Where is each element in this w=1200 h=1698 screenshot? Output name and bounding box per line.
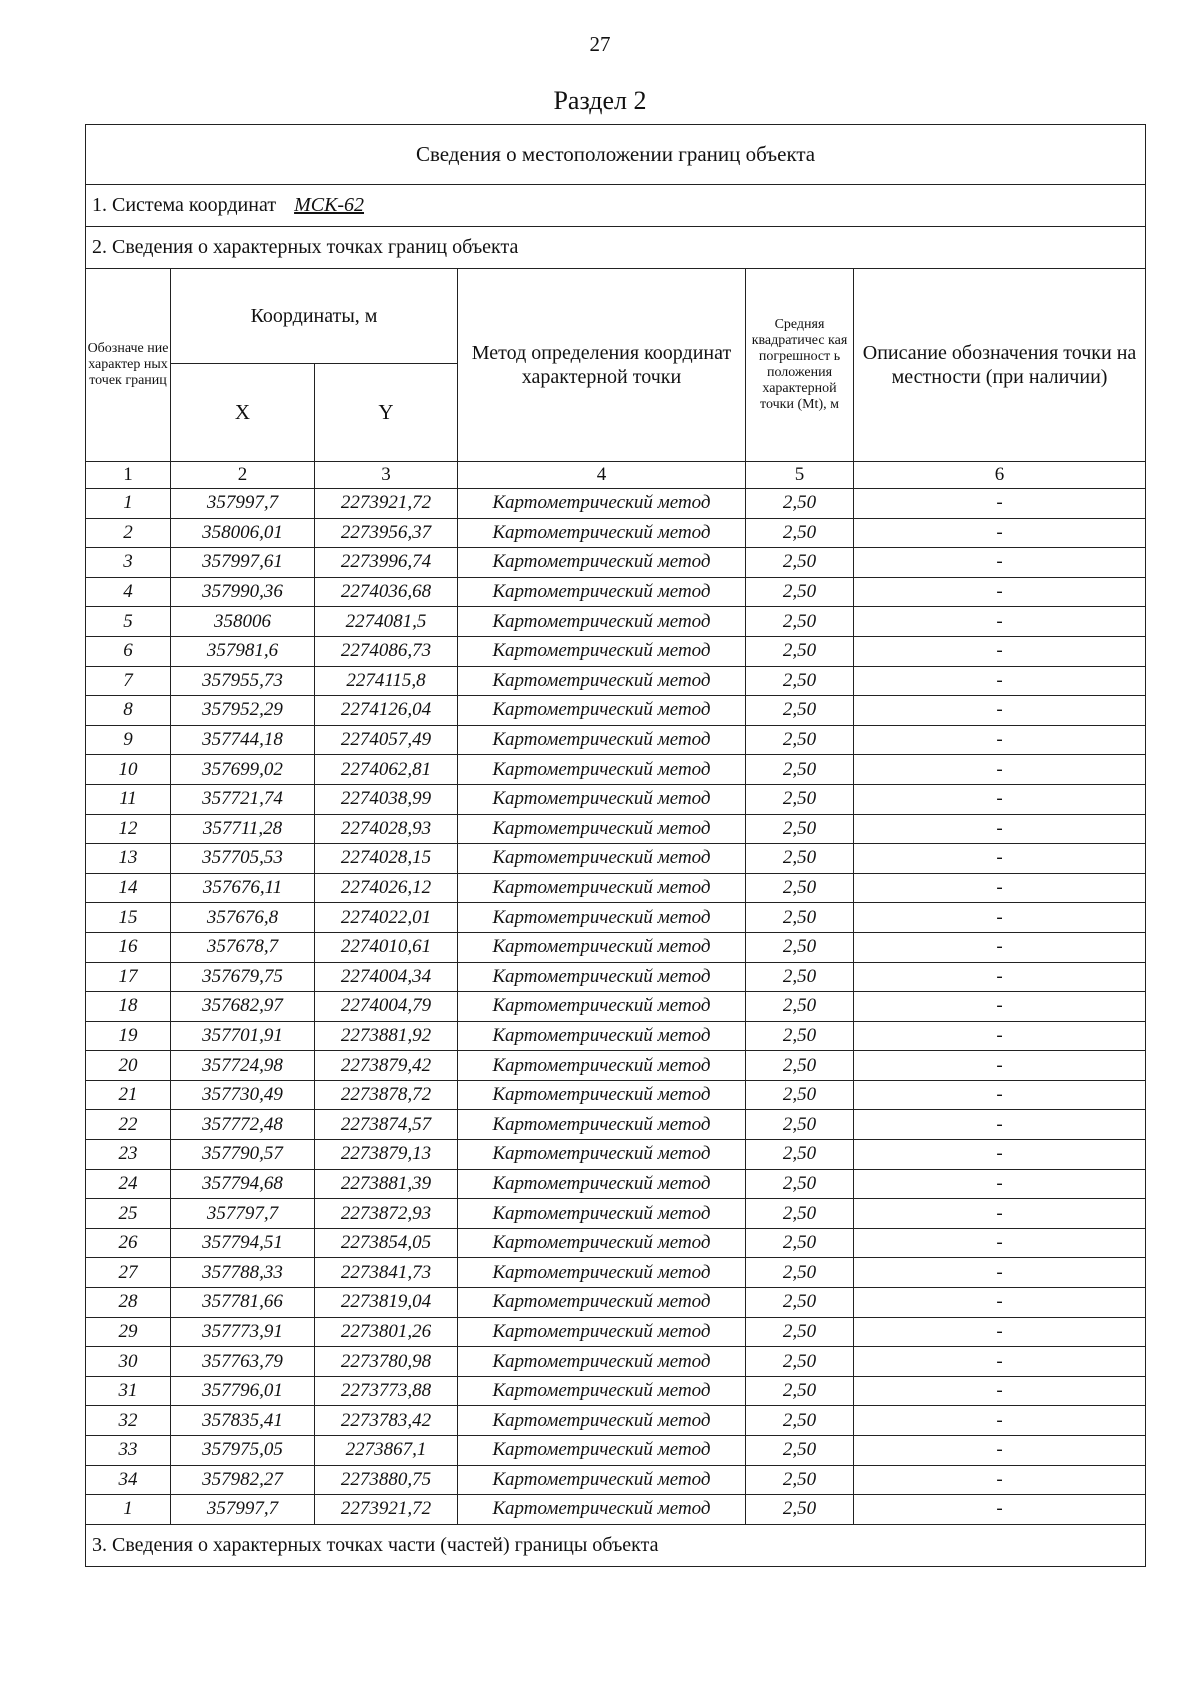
accuracy-cell: 2,50 xyxy=(746,725,854,755)
description-cell: - xyxy=(854,489,1146,519)
method-cell: Картометрический метод xyxy=(458,1406,746,1436)
column-number-row xyxy=(86,462,1146,489)
method-cell: Картометрический метод xyxy=(458,1169,746,1199)
accuracy-cell: 2,50 xyxy=(746,696,854,726)
point-number: 24 xyxy=(86,1169,171,1199)
accuracy-cell: 2,50 xyxy=(746,1080,854,1110)
point-number: 17 xyxy=(86,962,171,992)
y-coordinate: 2273874,57 xyxy=(315,1110,458,1140)
y-coordinate: 2273878,72 xyxy=(315,1080,458,1110)
description-cell: - xyxy=(854,1258,1146,1288)
x-coordinate: 357997,61 xyxy=(171,548,315,578)
table-row xyxy=(86,814,1146,844)
point-number: 28 xyxy=(86,1288,171,1318)
table-row xyxy=(86,1140,1146,1170)
accuracy-cell: 2,50 xyxy=(746,1051,854,1081)
description-cell: - xyxy=(854,666,1146,696)
method-cell: Картометрический метод xyxy=(458,992,746,1022)
point-number: 15 xyxy=(86,903,171,933)
description-cell: - xyxy=(854,903,1146,933)
description-cell: - xyxy=(854,844,1146,874)
method-cell: Картометрический метод xyxy=(458,725,746,755)
description-cell: - xyxy=(854,1495,1146,1525)
column-number: 1 xyxy=(86,462,171,489)
point-number: 26 xyxy=(86,1228,171,1258)
point-number: 27 xyxy=(86,1258,171,1288)
point-number: 20 xyxy=(86,1051,171,1081)
y-coordinate: 2274126,04 xyxy=(315,696,458,726)
point-number: 29 xyxy=(86,1317,171,1347)
header-y: Y xyxy=(315,364,458,462)
y-coordinate: 2273996,74 xyxy=(315,548,458,578)
point-number: 9 xyxy=(86,725,171,755)
x-coordinate: 357997,7 xyxy=(171,1495,315,1525)
y-coordinate: 2273879,42 xyxy=(315,1051,458,1081)
x-coordinate: 357676,11 xyxy=(171,873,315,903)
y-coordinate: 2274028,15 xyxy=(315,844,458,874)
method-cell: Картометрический метод xyxy=(458,696,746,726)
table-row xyxy=(86,1110,1146,1140)
table-row xyxy=(86,725,1146,755)
y-coordinate: 2273783,42 xyxy=(315,1406,458,1436)
description-cell: - xyxy=(854,548,1146,578)
accuracy-cell: 2,50 xyxy=(746,518,854,548)
x-coordinate: 357997,7 xyxy=(171,489,315,519)
table-row xyxy=(86,696,1146,726)
accuracy-cell: 2,50 xyxy=(746,1258,854,1288)
description-cell: - xyxy=(854,992,1146,1022)
x-coordinate: 357781,66 xyxy=(171,1288,315,1318)
accuracy-cell: 2,50 xyxy=(746,1169,854,1199)
x-coordinate: 357797,7 xyxy=(171,1199,315,1229)
accuracy-cell: 2,50 xyxy=(746,548,854,578)
point-number: 13 xyxy=(86,844,171,874)
accuracy-cell: 2,50 xyxy=(746,489,854,519)
accuracy-cell: 2,50 xyxy=(746,1406,854,1436)
method-cell: Картометрический метод xyxy=(458,1228,746,1258)
y-coordinate: 2274057,49 xyxy=(315,725,458,755)
method-cell: Картометрический метод xyxy=(458,932,746,962)
table-row xyxy=(86,1376,1146,1406)
point-number: 10 xyxy=(86,755,171,785)
accuracy-cell: 2,50 xyxy=(746,636,854,666)
table-row xyxy=(86,1288,1146,1318)
table-row xyxy=(86,489,1146,519)
description-cell: - xyxy=(854,1465,1146,1495)
point-number: 22 xyxy=(86,1110,171,1140)
table-row xyxy=(86,1051,1146,1081)
method-cell: Картометрический метод xyxy=(458,873,746,903)
accuracy-cell: 2,50 xyxy=(746,1288,854,1318)
column-number: 5 xyxy=(746,462,854,489)
table-row xyxy=(86,607,1146,637)
table-row xyxy=(86,992,1146,1022)
y-coordinate: 2274028,93 xyxy=(315,814,458,844)
header-coordinates: Координаты, м xyxy=(171,269,458,364)
column-number: 4 xyxy=(458,462,746,489)
y-coordinate: 2273881,39 xyxy=(315,1169,458,1199)
method-cell: Картометрический метод xyxy=(458,962,746,992)
header-method: Метод определения координат характерной точки xyxy=(458,269,746,462)
accuracy-cell: 2,50 xyxy=(746,1228,854,1258)
y-coordinate: 2274010,61 xyxy=(315,932,458,962)
description-cell: - xyxy=(854,1406,1146,1436)
y-coordinate: 2273956,37 xyxy=(315,518,458,548)
table-row xyxy=(86,1021,1146,1051)
x-coordinate: 357794,68 xyxy=(171,1169,315,1199)
method-cell: Картометрический метод xyxy=(458,1110,746,1140)
x-coordinate: 357721,74 xyxy=(171,784,315,814)
method-cell: Картометрический метод xyxy=(458,577,746,607)
description-cell: - xyxy=(854,1376,1146,1406)
coordinate-system-label: 1. Система координат xyxy=(92,194,277,216)
point-number: 31 xyxy=(86,1376,171,1406)
description-cell: - xyxy=(854,636,1146,666)
x-coordinate: 357955,73 xyxy=(171,666,315,696)
y-coordinate: 2274081,5 xyxy=(315,607,458,637)
x-coordinate: 358006 xyxy=(171,607,315,637)
accuracy-cell: 2,50 xyxy=(746,1110,854,1140)
table-row xyxy=(86,518,1146,548)
table-row xyxy=(86,636,1146,666)
x-coordinate: 357981,6 xyxy=(171,636,315,666)
y-coordinate: 2273819,04 xyxy=(315,1288,458,1318)
column-number: 3 xyxy=(315,462,458,489)
method-cell: Картометрический метод xyxy=(458,1080,746,1110)
table-row xyxy=(86,1495,1146,1525)
point-number: 5 xyxy=(86,607,171,637)
accuracy-cell: 2,50 xyxy=(746,903,854,933)
y-coordinate: 2273881,92 xyxy=(315,1021,458,1051)
x-coordinate: 357763,79 xyxy=(171,1347,315,1377)
page-number: 27 xyxy=(589,32,611,56)
table-row xyxy=(86,844,1146,874)
x-coordinate: 357788,33 xyxy=(171,1258,315,1288)
x-coordinate: 357794,51 xyxy=(171,1228,315,1258)
accuracy-cell: 2,50 xyxy=(746,873,854,903)
point-number: 21 xyxy=(86,1080,171,1110)
table-title: Сведения о местоположении границ объекта xyxy=(86,125,1146,185)
table-row xyxy=(86,1080,1146,1110)
method-cell: Картометрический метод xyxy=(458,1140,746,1170)
accuracy-cell: 2,50 xyxy=(746,577,854,607)
y-coordinate: 2274115,8 xyxy=(315,666,458,696)
description-cell: - xyxy=(854,696,1146,726)
point-number: 6 xyxy=(86,636,171,666)
point-number: 14 xyxy=(86,873,171,903)
point-number: 23 xyxy=(86,1140,171,1170)
method-cell: Картометрический метод xyxy=(458,814,746,844)
point-number: 2 xyxy=(86,518,171,548)
boundary-table xyxy=(85,124,1146,1567)
method-cell: Картометрический метод xyxy=(458,1199,746,1229)
accuracy-cell: 2,50 xyxy=(746,1199,854,1229)
point-number: 11 xyxy=(86,784,171,814)
point-number: 34 xyxy=(86,1465,171,1495)
description-cell: - xyxy=(854,577,1146,607)
method-cell: Картометрический метод xyxy=(458,1376,746,1406)
accuracy-cell: 2,50 xyxy=(746,755,854,785)
table-row xyxy=(86,1465,1146,1495)
table-row xyxy=(86,932,1146,962)
y-coordinate: 2273879,13 xyxy=(315,1140,458,1170)
y-coordinate: 2274038,99 xyxy=(315,784,458,814)
method-cell: Картометрический метод xyxy=(458,903,746,933)
description-cell: - xyxy=(854,1140,1146,1170)
table-row xyxy=(86,1347,1146,1377)
x-coordinate: 357772,48 xyxy=(171,1110,315,1140)
header-accuracy: Средняя квадратичес кая погрешност ь положения характерной точки (Mt), м xyxy=(746,269,854,462)
description-cell: - xyxy=(854,784,1146,814)
header-designation: Обозначе ние характер ных точек границ xyxy=(86,269,171,462)
accuracy-cell: 2,50 xyxy=(746,1495,854,1525)
x-coordinate: 357796,01 xyxy=(171,1376,315,1406)
point-number: 33 xyxy=(86,1436,171,1466)
y-coordinate: 2273841,73 xyxy=(315,1258,458,1288)
y-coordinate: 2273872,93 xyxy=(315,1199,458,1229)
x-coordinate: 357744,18 xyxy=(171,725,315,755)
description-cell: - xyxy=(854,1228,1146,1258)
method-cell: Картометрический метод xyxy=(458,844,746,874)
x-coordinate: 357835,41 xyxy=(171,1406,315,1436)
description-cell: - xyxy=(854,518,1146,548)
point-number: 19 xyxy=(86,1021,171,1051)
method-cell: Картометрический метод xyxy=(458,518,746,548)
description-cell: - xyxy=(854,1080,1146,1110)
accuracy-cell: 2,50 xyxy=(746,814,854,844)
y-coordinate: 2274026,12 xyxy=(315,873,458,903)
coordinate-system-row xyxy=(86,185,1146,227)
table-row xyxy=(86,1228,1146,1258)
table-row xyxy=(86,548,1146,578)
header-description: Описание обозначения точки на местности (при наличии) xyxy=(854,269,1146,462)
point-number: 16 xyxy=(86,932,171,962)
method-cell: Картометрический метод xyxy=(458,1436,746,1466)
y-coordinate: 2273867,1 xyxy=(315,1436,458,1466)
point-number: 25 xyxy=(86,1199,171,1229)
x-coordinate: 357990,36 xyxy=(171,577,315,607)
description-cell: - xyxy=(854,607,1146,637)
table-row xyxy=(86,873,1146,903)
description-cell: - xyxy=(854,932,1146,962)
accuracy-cell: 2,50 xyxy=(746,1140,854,1170)
accuracy-cell: 2,50 xyxy=(746,1021,854,1051)
accuracy-cell: 2,50 xyxy=(746,607,854,637)
accuracy-cell: 2,50 xyxy=(746,932,854,962)
table-row xyxy=(86,666,1146,696)
method-cell: Картометрический метод xyxy=(458,666,746,696)
column-number: 6 xyxy=(854,462,1146,489)
column-number: 2 xyxy=(171,462,315,489)
accuracy-cell: 2,50 xyxy=(746,1465,854,1495)
y-coordinate: 2273773,88 xyxy=(315,1376,458,1406)
method-cell: Картометрический метод xyxy=(458,607,746,637)
y-coordinate: 2274004,34 xyxy=(315,962,458,992)
method-cell: Картометрический метод xyxy=(458,1465,746,1495)
method-cell: Картометрический метод xyxy=(458,1021,746,1051)
point-number: 1 xyxy=(86,489,171,519)
description-cell: - xyxy=(854,1436,1146,1466)
table-row xyxy=(86,1169,1146,1199)
method-cell: Картометрический метод xyxy=(458,1288,746,1318)
description-cell: - xyxy=(854,1021,1146,1051)
accuracy-cell: 2,50 xyxy=(746,784,854,814)
table-row xyxy=(86,1317,1146,1347)
point-number: 3 xyxy=(86,548,171,578)
description-cell: - xyxy=(854,1051,1146,1081)
header-x: X xyxy=(171,364,315,462)
point-number: 30 xyxy=(86,1347,171,1377)
description-cell: - xyxy=(854,1169,1146,1199)
y-coordinate: 2274062,81 xyxy=(315,755,458,785)
accuracy-cell: 2,50 xyxy=(746,962,854,992)
description-cell: - xyxy=(854,1317,1146,1347)
x-coordinate: 357711,28 xyxy=(171,814,315,844)
x-coordinate: 357699,02 xyxy=(171,755,315,785)
accuracy-cell: 2,50 xyxy=(746,1347,854,1377)
x-coordinate: 357982,27 xyxy=(171,1465,315,1495)
y-coordinate: 2273921,72 xyxy=(315,489,458,519)
point-number: 12 xyxy=(86,814,171,844)
x-coordinate: 358006,01 xyxy=(171,518,315,548)
x-coordinate: 357975,05 xyxy=(171,1436,315,1466)
table-row xyxy=(86,755,1146,785)
point-number: 32 xyxy=(86,1406,171,1436)
x-coordinate: 357682,97 xyxy=(171,992,315,1022)
coordinate-system-value: МСК-62 xyxy=(294,194,365,216)
y-coordinate: 2273801,26 xyxy=(315,1317,458,1347)
method-cell: Картометрический метод xyxy=(458,1317,746,1347)
x-coordinate: 357679,75 xyxy=(171,962,315,992)
description-cell: - xyxy=(854,814,1146,844)
accuracy-cell: 2,50 xyxy=(746,992,854,1022)
method-cell: Картометрический метод xyxy=(458,1051,746,1081)
method-cell: Картометрический метод xyxy=(458,755,746,785)
table-row xyxy=(86,1199,1146,1229)
method-cell: Картометрический метод xyxy=(458,784,746,814)
method-cell: Картометрический метод xyxy=(458,636,746,666)
method-cell: Картометрический метод xyxy=(458,1347,746,1377)
accuracy-cell: 2,50 xyxy=(746,1376,854,1406)
x-coordinate: 357790,57 xyxy=(171,1140,315,1170)
y-coordinate: 2273854,05 xyxy=(315,1228,458,1258)
y-coordinate: 2274004,79 xyxy=(315,992,458,1022)
point-number: 4 xyxy=(86,577,171,607)
x-coordinate: 357730,49 xyxy=(171,1080,315,1110)
y-coordinate: 2274086,73 xyxy=(315,636,458,666)
x-coordinate: 357676,8 xyxy=(171,903,315,933)
y-coordinate: 2274022,01 xyxy=(315,903,458,933)
parts-heading: 3. Сведения о характерных точках части (частей) границы объекта xyxy=(86,1524,1146,1566)
description-cell: - xyxy=(854,1288,1146,1318)
y-coordinate: 2273880,75 xyxy=(315,1465,458,1495)
point-number: 18 xyxy=(86,992,171,1022)
table-row xyxy=(86,1436,1146,1466)
description-cell: - xyxy=(854,725,1146,755)
table-row xyxy=(86,577,1146,607)
accuracy-cell: 2,50 xyxy=(746,666,854,696)
description-cell: - xyxy=(854,755,1146,785)
method-cell: Картометрический метод xyxy=(458,489,746,519)
table-row xyxy=(86,962,1146,992)
x-coordinate: 357705,53 xyxy=(171,844,315,874)
accuracy-cell: 2,50 xyxy=(746,1317,854,1347)
description-cell: - xyxy=(854,873,1146,903)
x-coordinate: 357773,91 xyxy=(171,1317,315,1347)
y-coordinate: 2274036,68 xyxy=(315,577,458,607)
description-cell: - xyxy=(854,1347,1146,1377)
x-coordinate: 357724,98 xyxy=(171,1051,315,1081)
description-cell: - xyxy=(854,962,1146,992)
method-cell: Картометрический метод xyxy=(458,1495,746,1525)
accuracy-cell: 2,50 xyxy=(746,844,854,874)
point-number: 1 xyxy=(86,1495,171,1525)
table-row xyxy=(86,903,1146,933)
table-row xyxy=(86,1406,1146,1436)
point-number: 8 xyxy=(86,696,171,726)
method-cell: Картометрический метод xyxy=(458,1258,746,1288)
x-coordinate: 357701,91 xyxy=(171,1021,315,1051)
description-cell: - xyxy=(854,1199,1146,1229)
method-cell: Картометрический метод xyxy=(458,548,746,578)
table-row xyxy=(86,1258,1146,1288)
y-coordinate: 2273921,72 xyxy=(315,1495,458,1525)
y-coordinate: 2273780,98 xyxy=(315,1347,458,1377)
x-coordinate: 357952,29 xyxy=(171,696,315,726)
description-cell: - xyxy=(854,1110,1146,1140)
point-number: 7 xyxy=(86,666,171,696)
accuracy-cell: 2,50 xyxy=(746,1436,854,1466)
table-row xyxy=(86,784,1146,814)
section-title: Раздел 2 xyxy=(553,86,647,115)
points-heading: 2. Сведения о характерных точках границ объекта xyxy=(86,227,1146,269)
x-coordinate: 357678,7 xyxy=(171,932,315,962)
